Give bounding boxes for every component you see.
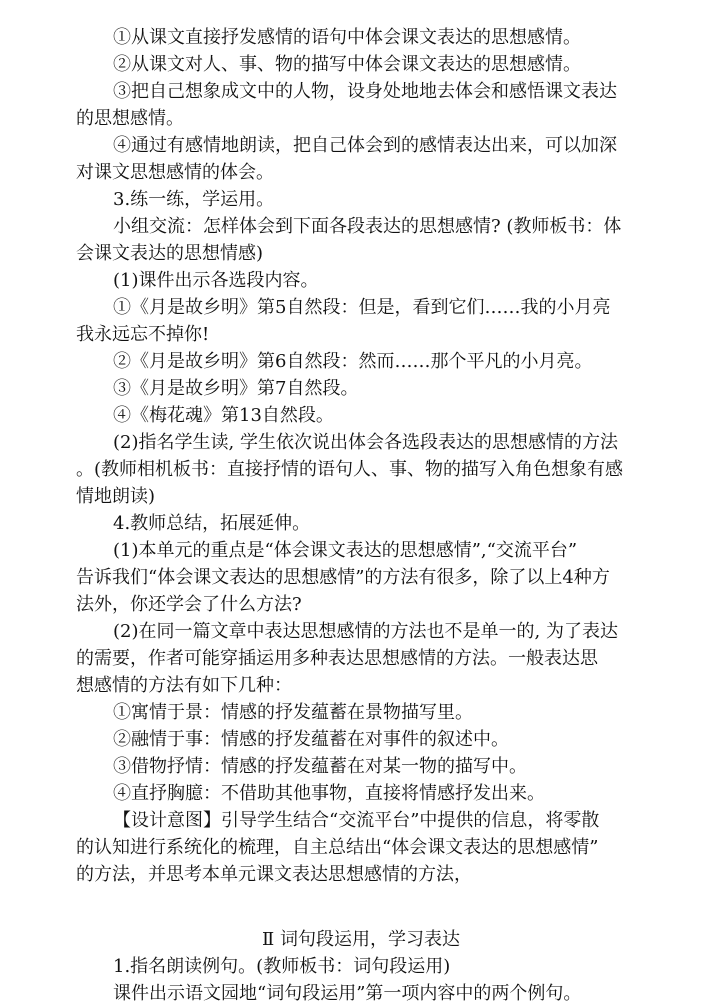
document-page [76, 24, 646, 1007]
text-line: ④通过有感情地朗读，把自己体会到的感情表达出来，可以加深 [113, 135, 617, 156]
body-paragraphs [76, 24, 646, 888]
text-line: 法外，你还学会了什么方法? [76, 594, 302, 615]
text-line: 的思想感情。 [76, 108, 184, 129]
text-line: 。(教师相机板书：直接抒情的语句人、事、物的描写入角色想象有感 [76, 459, 624, 480]
text-line: 的方法，并思考本单元课文表达思想感情的方法， [76, 864, 472, 885]
text-line: ①《月是故乡明》第5自然段：但是，看到它们……我的小月亮 [113, 297, 611, 318]
text-line: (2)在同一篇文章中表达思想感情的方法也不是单一的, 为了表达 [113, 621, 618, 642]
text-line: 我永远忘不掉你! [76, 324, 210, 345]
text-line: (1)课件出示各选段内容。 [113, 270, 319, 291]
text-line: 的认知进行系统化的梳理，自主总结出“体会课文表达的思想感情” [76, 837, 599, 858]
text-line: 告诉我们“体会课文表达的思想感情”的方法有很多，除了以上4种方 [76, 567, 610, 588]
section-heading: Ⅱ 词句段运用，学习表达 [262, 929, 460, 950]
text-line: 会课文表达的思想情感) [76, 243, 264, 264]
text-line: (2)指名学生读, 学生依次说出体会各选段表达的思想感情的方法 [113, 432, 618, 453]
text-line: ③《月是故乡明》第7自然段。 [113, 378, 359, 399]
text-line: ④直抒胸臆：不借助其他事物，直接将情感抒发出来。 [113, 783, 545, 804]
text-line: 情地朗读) [76, 486, 156, 507]
text-line: 3.练一练，学运用。 [113, 189, 275, 210]
text-line: ②融情于事：情感的抒发蕴蓄在对事件的叙述中。 [113, 729, 509, 750]
text-line: 1.指名朗读例句。(教师板书：词句段运用) [113, 956, 451, 977]
text-line: ②《月是故乡明》第6自然段：然而……那个平凡的小月亮。 [113, 351, 593, 372]
text-line: ②从课文对人、事、物的描写中体会课文表达的思想感情。 [113, 54, 581, 75]
text-line: ③借物抒情：情感的抒发蕴蓄在对某一物的描写中。 [113, 756, 527, 777]
text-line: 对课文思想感情的体会。 [76, 162, 274, 183]
text-line: ③把自己想象成文中的人物，设身处地地去体会和感悟课文表达 [113, 81, 617, 102]
text-line: 【设计意图】引导学生结合“交流平台”中提供的信息，将零散 [113, 810, 600, 831]
text-line: 想感情的方法有如下几种： [76, 675, 292, 696]
text-line: 4.教师总结，拓展延伸。 [113, 513, 311, 534]
text-line: 小组交流：怎样体会到下面各段表达的思想感情? (教师板书：体 [113, 216, 622, 237]
section-body [76, 953, 646, 1007]
text-line: 的需要，作者可能穿插运用多种表达思想感情的方法。一般表达思 [76, 648, 598, 669]
text-line: ④《梅花魂》第13自然段。 [113, 405, 334, 426]
text-line: 课件出示语文园地“词句段运用”第一项内容中的两个例句。 [113, 983, 582, 1004]
text-line: ①从课文直接抒发感情的语句中体会课文表达的思想感情。 [113, 27, 581, 48]
text-line: (1)本单元的重点是“体会课文表达的思想感情”,“交流平台” [113, 540, 578, 561]
text-line: ①寓情于景：情感的抒发蕴蓄在景物描写里。 [113, 702, 473, 723]
